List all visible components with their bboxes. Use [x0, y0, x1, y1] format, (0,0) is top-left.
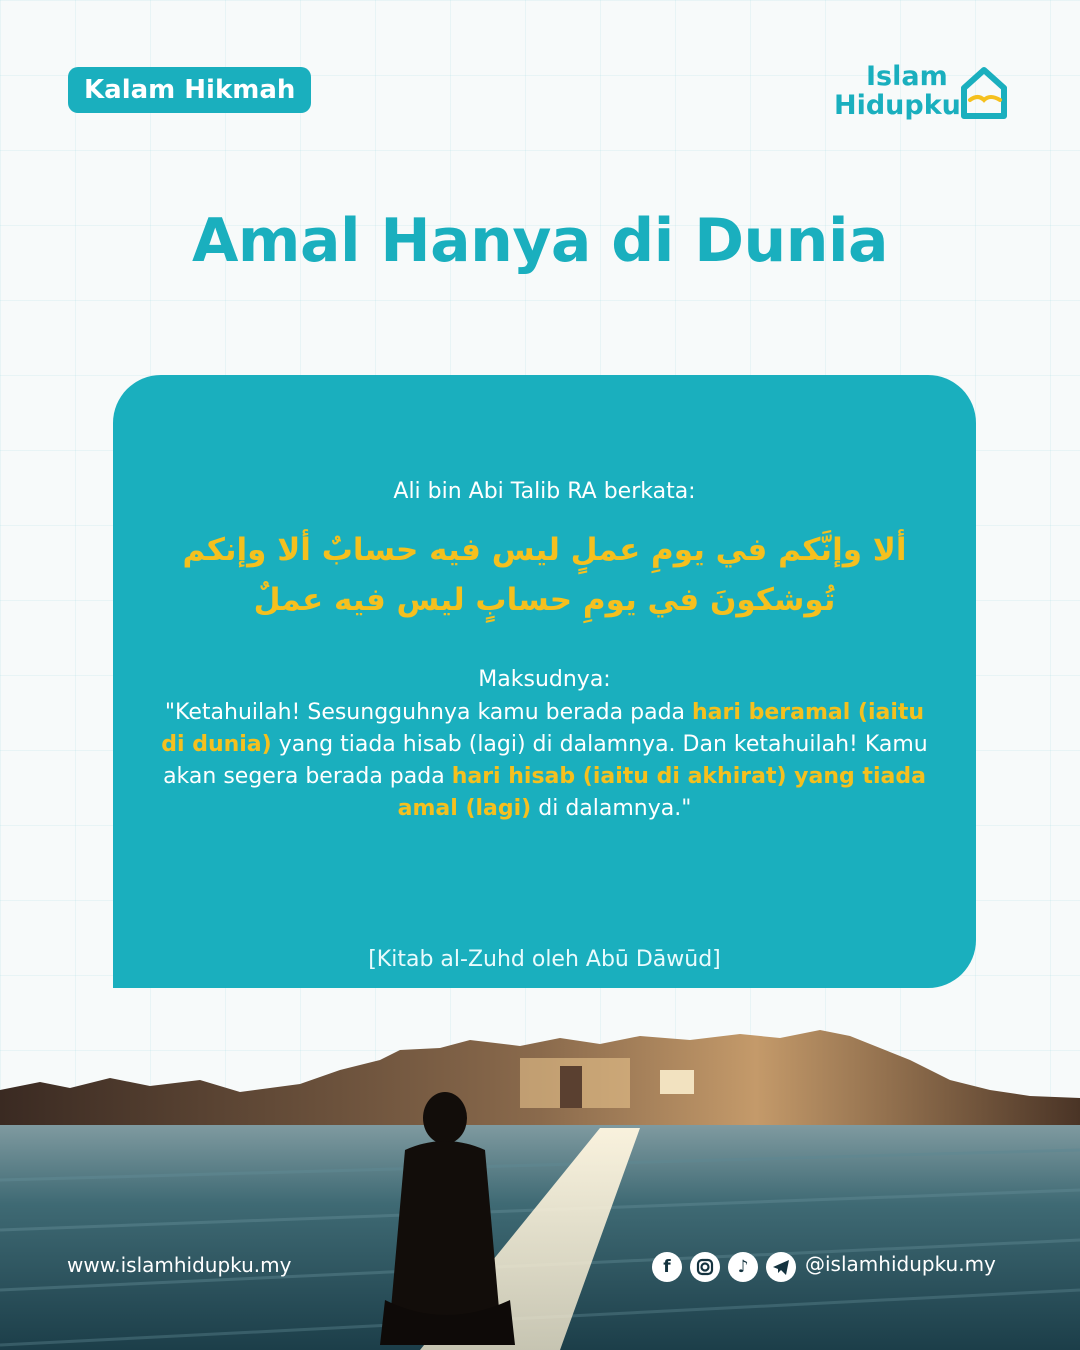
meaning-text	[153, 697, 936, 825]
logo-text-islam: Islam	[866, 61, 948, 92]
meaning-highlight: hari beramal (iaitu di dunia)	[161, 700, 925, 757]
website-link[interactable]: www.islamhidupku.my	[67, 1253, 292, 1277]
facebook-icon[interactable]: f	[652, 1252, 682, 1282]
arabic-line-1: ألا وإنَّكم في يومِ عملٍ ليس فيه حسابٌ ألا وإنكم	[182, 532, 907, 568]
social-handle[interactable]: @islamhidupku.my	[805, 1252, 996, 1276]
page-title: Amal Hanya di Dunia	[192, 206, 888, 276]
meaning-highlight: hari hisab (iaitu di akhirat) yang tiada amal (lagi)	[397, 764, 926, 821]
arabic-line-2: تُوشكونَ في يومِ حسابٍ ليس فيه عملٌ	[253, 582, 836, 618]
arabic-quote	[153, 525, 936, 625]
meaning-part: di dalamnya."	[531, 796, 692, 821]
meaning-label: Maksudnya:	[478, 667, 611, 692]
quote-source: [Kitab al-Zuhd oleh Abū Dāwūd]	[368, 947, 721, 972]
meaning-part: "Ketahuilah! Sesungguhnya kamu berada pada	[164, 700, 693, 725]
telegram-icon[interactable]	[766, 1252, 796, 1282]
quote-card	[113, 375, 976, 988]
logo-text-hidupku: Hidupku	[834, 90, 961, 121]
meaning-part: yang tiada hisab (lagi) di dalamnya. Dan ketahuilah! Kamu akan segera berada pada	[163, 732, 928, 789]
category-badge: Kalam Hikmah	[68, 67, 311, 113]
instagram-icon[interactable]	[690, 1252, 720, 1282]
house-book-icon	[958, 64, 1010, 120]
brand-logo	[834, 62, 1014, 124]
tiktok-icon[interactable]: ♪	[728, 1252, 758, 1282]
quote-speaker: Ali bin Abi Talib RA berkata:	[393, 479, 696, 504]
mosque-prayer-photo	[0, 1000, 1080, 1350]
